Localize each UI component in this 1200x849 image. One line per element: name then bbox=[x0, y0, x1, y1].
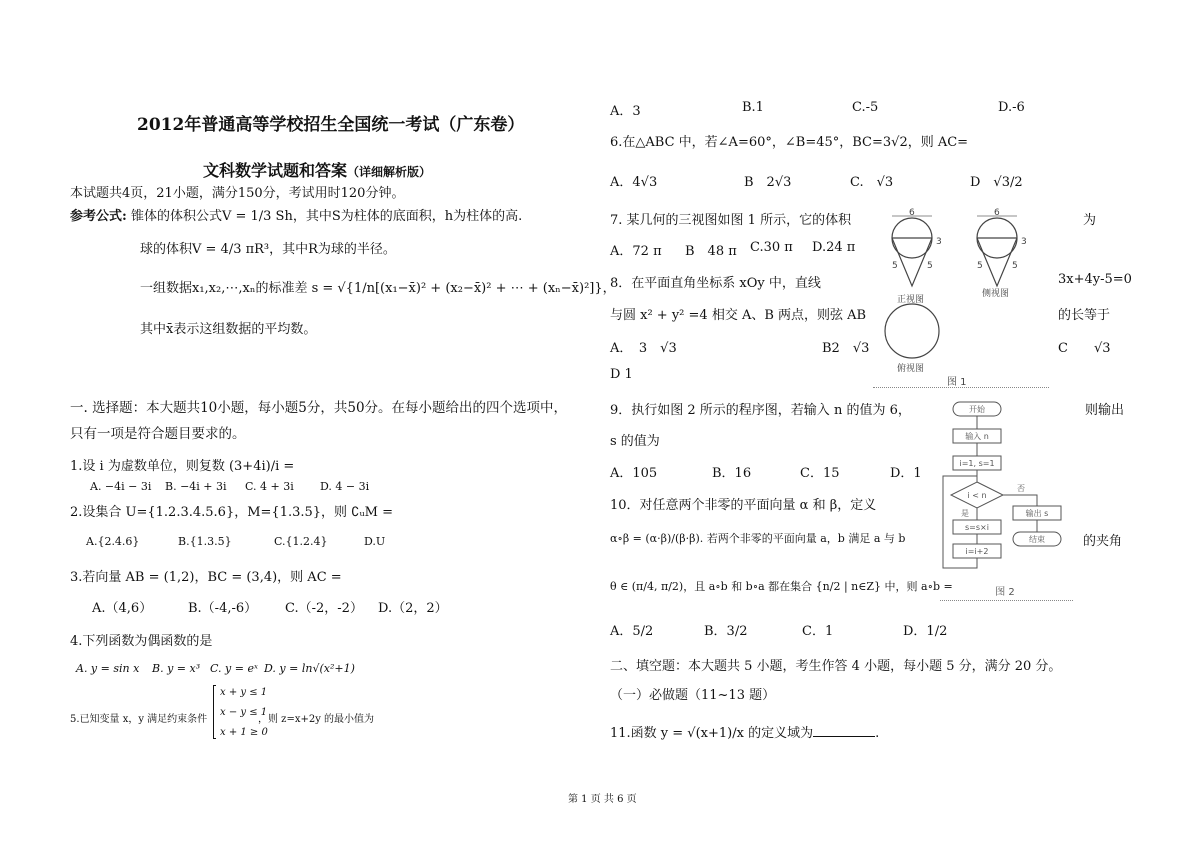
flow-yes-text: 是 bbox=[961, 509, 969, 518]
q5-condition-1: x + y ≤ 1 bbox=[220, 687, 268, 698]
q7-option-a: A．72 π bbox=[610, 244, 662, 259]
front-view-cone bbox=[892, 238, 932, 286]
fig2-caption: 图 2 bbox=[995, 587, 1015, 598]
q6-stem: 6.在△ABC 中，若∠A=60°，∠B=45°，BC=3√2，则 AC= bbox=[610, 135, 969, 150]
q8-option-a: A． 3 √3 bbox=[610, 341, 677, 356]
q5-option-b: B.1 bbox=[742, 100, 764, 115]
q4-option-d: D. y = ln√(x²+1) bbox=[264, 662, 355, 675]
q7-stem-end: 为 bbox=[1083, 213, 1097, 228]
q9-stem: 9．执行如图 2 所示的程序图，若输入 n 的值为 6， bbox=[610, 403, 911, 418]
q6-option-b: B 2√3 bbox=[744, 175, 792, 190]
formula-block bbox=[70, 205, 522, 224]
q10-stem: 10．对任意两个非零的平面向量 α 和 β，定义 bbox=[610, 498, 877, 513]
q1-option-c: C. 4 + 3i bbox=[245, 480, 294, 493]
subtitle-main: 文科数学试题和答案 bbox=[203, 161, 348, 180]
section2-part1: （一）必做题（11~13 题） bbox=[610, 688, 776, 703]
mean-note: 其中x̄表示这组数据的平均数。 bbox=[140, 322, 317, 337]
flow-start-text: 开始 bbox=[969, 405, 985, 414]
page-title: 2012年普通高等学校招生全国统一考试（广东卷） bbox=[137, 115, 525, 135]
q10-line2-end: 的夹角 bbox=[1083, 534, 1123, 549]
q2-stem: 2.设集合 U={1.2.3.4.5.6}，M={1.3.5}，则 ∁ᵤM = bbox=[70, 505, 393, 520]
q9-line2: s 的值为 bbox=[610, 434, 660, 449]
section1-heading2: 只有一项是符合题目要求的。 bbox=[70, 426, 246, 442]
q10-option-b: B．3/2 bbox=[704, 624, 748, 639]
fig1-front-label: 正视图 bbox=[897, 295, 925, 305]
q5-tail: ，则 z=x+2y 的最小值为 bbox=[258, 714, 375, 725]
q5-option-a: A．3 bbox=[610, 104, 641, 119]
std-dev-formula: 一组数据x₁,x₂,⋯,xₙ的标准差 s = √{1/n[(x₁−x̄)² + (x₂−x̄)² + ⋯ + (xₙ−x̄)²]}， bbox=[140, 281, 616, 296]
q8-stem: 8．在平面直角坐标系 xOy 中，直线 bbox=[610, 276, 821, 291]
q4-stem: 4.下列函数为偶函数的是 bbox=[70, 634, 213, 649]
side-view-cone bbox=[977, 238, 1017, 286]
fig1-dim-6: 3 bbox=[1021, 237, 1027, 247]
flow-init-text: i=1, s=1 bbox=[959, 459, 995, 468]
q3-option-a: A.（4,6） bbox=[92, 601, 153, 616]
q10-line3: θ ∈ (π/4, π/2)，且 a∘b 和 b∘a 都在集合 {n/2 | n∈Z} 中，则 a∘b = bbox=[610, 580, 953, 593]
q3-stem: 3.若向量 AB = (1,2)，BC = (3,4)，则 AC = bbox=[70, 570, 342, 585]
flow-input-text: 输入 n bbox=[965, 432, 989, 441]
q5-option-c: C.-5 bbox=[852, 100, 879, 115]
section2-heading: 二、填空题：本大题共 5 小题，考生作答 4 小题，每小题 5 分，满分 20 分。 bbox=[610, 659, 1062, 674]
q11-blank bbox=[813, 724, 875, 737]
q11-text: 11.函数 y = √(x+1)/x 的定义域为 bbox=[610, 726, 814, 741]
flow-end-text: 结束 bbox=[1029, 535, 1045, 544]
fig1-dim-7: 5 bbox=[977, 261, 983, 271]
q8-line2: 与圆 x² + y² =4 相交 A、B 两点，则弦 AB bbox=[610, 308, 867, 323]
q4-option-c: C. y = eˣ bbox=[210, 662, 258, 675]
flow-no-text: 否 bbox=[1017, 484, 1025, 493]
flow-output-text: 输出 s bbox=[1025, 509, 1049, 518]
q9-option-b: B．16 bbox=[712, 466, 752, 481]
figure-1-three-views bbox=[872, 208, 1050, 390]
q7-option-d: D.24 π bbox=[812, 240, 856, 255]
q9-option-c: C．15 bbox=[800, 466, 840, 481]
q6-option-c: C. √3 bbox=[850, 175, 894, 190]
q8-option-c: C √3 bbox=[1058, 341, 1111, 356]
q5-condition-2: x − y ≤ 1 bbox=[220, 707, 268, 718]
q7-stem: 7. 某几何的三视图如图 1 所示，它的体积 bbox=[610, 213, 852, 228]
q2-option-c: C.{1.2.4} bbox=[274, 535, 328, 548]
q11-end: . bbox=[875, 726, 880, 741]
q8-stem-end: 3x+4y-5=0 bbox=[1058, 272, 1132, 287]
q5-option-d: D.-6 bbox=[998, 100, 1025, 115]
q10-option-d: D．1/2 bbox=[903, 624, 948, 639]
q9-stem-end: 则输出 bbox=[1085, 403, 1125, 418]
page-subtitle bbox=[203, 158, 431, 181]
formula-label: 参考公式: bbox=[70, 209, 127, 224]
q9-option-a: A．105 bbox=[610, 466, 658, 481]
q1-option-a: A. −4i − 3i bbox=[90, 480, 152, 493]
q1-stem: 1.设 i 为虚数单位，则复数 (3+4i)/i = bbox=[70, 459, 295, 474]
q8-option-d: D 1 bbox=[610, 367, 633, 382]
fig1-dim-5: 6 bbox=[994, 208, 1000, 218]
q6-option-d: D √3/2 bbox=[970, 175, 1023, 190]
q7-option-c: C.30 π bbox=[750, 240, 793, 255]
flow-increment-text: i=i+2 bbox=[965, 547, 989, 556]
subtitle-note: （详细解析版） bbox=[347, 165, 432, 179]
page-footer: 第 1 页 共 6 页 bbox=[568, 794, 637, 805]
figure-2-flowchart bbox=[935, 398, 1075, 603]
q8-line2-end: 的长等于 bbox=[1058, 308, 1111, 323]
q5-brace bbox=[213, 685, 216, 739]
top-view-circle bbox=[885, 304, 939, 358]
fig1-rule bbox=[873, 387, 1049, 388]
fig1-side-label: 侧视图 bbox=[982, 289, 1010, 299]
fig1-dim-4: 5 bbox=[927, 261, 933, 271]
q6-option-a: A．4√3 bbox=[610, 175, 658, 190]
q4-option-a: A. y = sin x bbox=[76, 662, 140, 675]
q10-option-a: A．5/2 bbox=[610, 624, 654, 639]
intro-line: 本试题共4页，21小题，满分150分，考试用时120分钟。 bbox=[70, 186, 405, 201]
q11-stem bbox=[610, 722, 879, 741]
flow-decision-text: i < n bbox=[967, 491, 987, 500]
q10-line2: α∘β = (α·β)/(β·β). 若两个非零的平面向量 a，b 满足 a 与 b bbox=[610, 532, 906, 545]
q1-option-b: B. −4i + 3i bbox=[165, 480, 227, 493]
q4-option-b: B. y = x³ bbox=[152, 662, 201, 675]
section1-heading: 一. 选择题：本大题共10小题，每小题5分，共50分。在每小题给出的四个选项中， bbox=[70, 400, 568, 416]
q10-option-c: C．1 bbox=[802, 624, 834, 639]
ball-volume-formula: 球的体积V = 4/3 πR³，其中R为球的半径。 bbox=[140, 242, 396, 257]
q5-stem: 5.已知变量 x，y 满足约束条件 bbox=[70, 714, 208, 725]
fig1-dim-3: 5 bbox=[892, 261, 898, 271]
q2-option-b: B.{1.3.5} bbox=[178, 535, 232, 548]
cone-volume-formula: 锥体的体积公式V = 1/3 Sh，其中S为柱体的底面积，h为柱体的高. bbox=[130, 209, 523, 224]
fig1-dim-8: 5 bbox=[1012, 261, 1018, 271]
fig2-rule bbox=[940, 600, 1073, 601]
q3-option-d: D.（2，2） bbox=[378, 601, 448, 616]
q5-condition-3: x + 1 ≥ 0 bbox=[220, 727, 268, 738]
fig1-caption: 图 1 bbox=[947, 377, 967, 388]
q7-option-b: B 48 π bbox=[685, 244, 737, 259]
q9-option-d: D．1 bbox=[890, 466, 922, 481]
fig1-top-label: 俯视图 bbox=[897, 364, 925, 374]
fig1-dim-1: 6 bbox=[909, 208, 915, 218]
fig1-dim-2: 3 bbox=[936, 237, 942, 247]
q2-option-d: D.U bbox=[364, 535, 386, 548]
q1-option-d: D. 4 − 3i bbox=[320, 480, 370, 493]
q8-option-b: B2 √3 bbox=[822, 341, 870, 356]
flow-multiply-text: s=s×i bbox=[965, 523, 989, 532]
q3-option-b: B.（-4,-6） bbox=[188, 601, 258, 616]
q2-option-a: A.{2.4.6} bbox=[86, 535, 140, 548]
q3-option-c: C.（-2，-2） bbox=[285, 601, 363, 616]
